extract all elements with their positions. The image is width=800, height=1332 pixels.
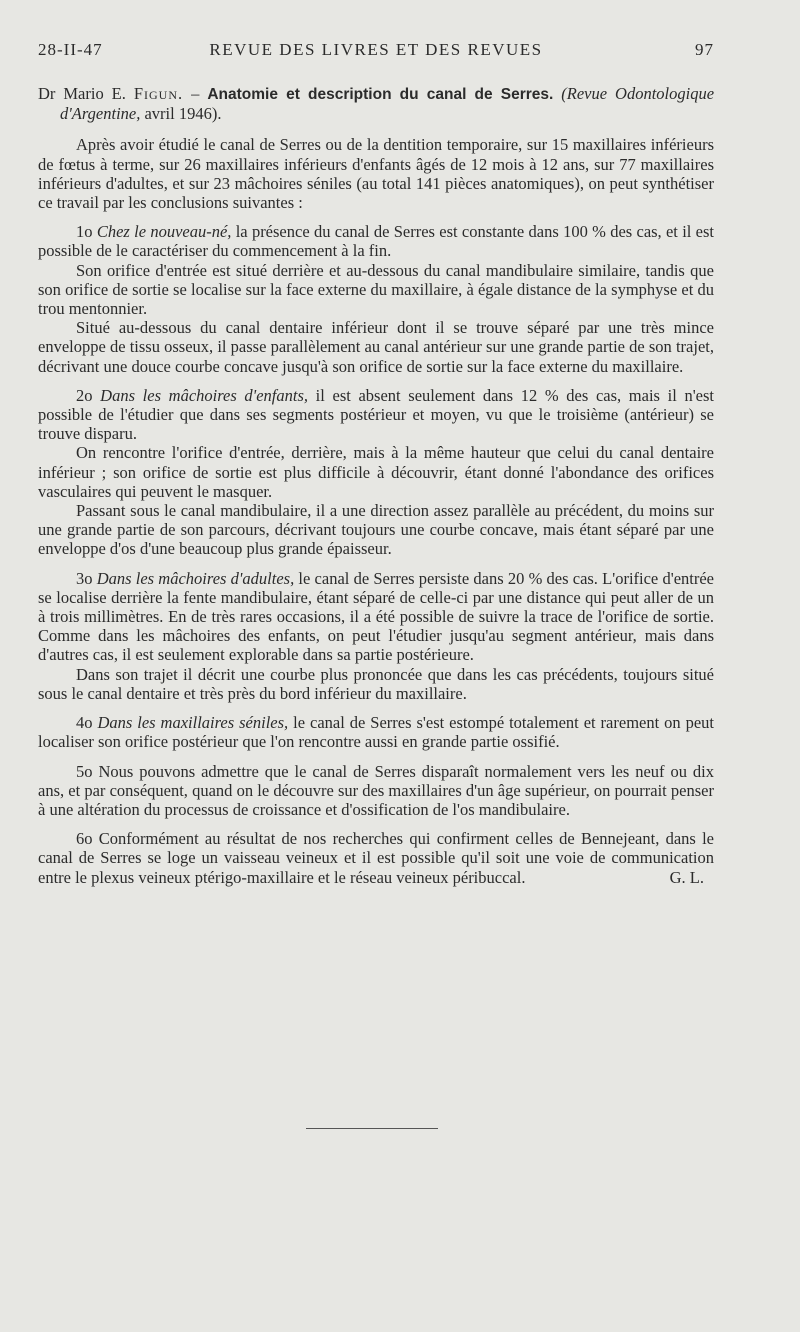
author-prefix: Dr (38, 84, 56, 103)
reviewer-initials: G. L. (669, 867, 704, 887)
conclusion-3 (38, 569, 714, 665)
conclusion-2-text: il est absent seulement dans 12 % des cas, mais il n'est possible de l'étudier que dans ses segments postérieur et moyen, vu que le troisième (antérieur) se trouve disparu. (38, 385, 715, 444)
citation-date: avril 1946). (140, 104, 222, 124)
conclusion-2-path: Passant sous le canal mandibulaire, il a une direction assez parallèle au précédent, du moins sur une grande partie de son parcours, décrivant toujours une courbe concave, mais étant séparé par une enveloppe d'os d'une beaucoup plus grande épaisseur. (38, 501, 714, 559)
conclusion-2 (38, 386, 714, 444)
conclusion-4-number: 4o (76, 713, 98, 733)
author-surname: Figun. (133, 84, 184, 103)
conclusion-1 (38, 222, 714, 260)
conclusion-2-lead: Dans les mâchoires d'enfants, (100, 385, 309, 405)
conclusion-1-orifice: Son orifice d'entrée est situé derrière et au-dessous du canal mandibulaire similaire, tandis que son orifice de sortie se localise sur la face externe du maxillaire, à égale distance de la symphyse et du trou mentonnier. (38, 260, 714, 319)
header-date: 28-II-47 (38, 40, 103, 59)
conclusion-5: 5o Nous pouvons admettre que le canal de Serres disparaît normalement vers les neuf ou dix ans, et par conséquent, quand on le découvre sur des maxillaires d'un âge supérieur, on pourrait penser à une altération du processus de croissance et d'ossification de l'os mandibulaire. (38, 761, 714, 819)
conclusion-2-number: 2o (76, 385, 101, 405)
page-number: 97 (695, 40, 714, 59)
header-journal-title: REVUE DES LIVRES ET DES REVUES (209, 40, 543, 59)
conclusion-4-text: le canal de Serres s'est estompé totalement et rarement on peut localiser son orifice postérieur que l'on rencontre aussi en grande partie ossifié. (38, 713, 715, 752)
article-title: Anatomie et description du canal de Serres. (207, 86, 554, 103)
conclusion-4-lead: Dans les maxillaires séniles, (97, 713, 289, 733)
intro-paragraph: Après avoir étudié le canal de Serres ou de la dentition temporaire, sur 15 maxillaires inférieurs de fœtus à terme, sur 26 maxillaires inférieurs d'enfants âgés de 12 mois à 12 ans, sur 77 maxillaires inférieurs d'adultes, et sur 23 mâchoires séniles (au total 141 pièces anatomiques), on peut synthétiser ce travail par les conclusions suivantes : (38, 135, 714, 213)
conclusion-3-path: Dans son trajet il décrit une courbe plus prononcée que dans les cas précédents, toujours situé sous le canal dentaire et très près du bord inférieur du maxillaire. (38, 664, 714, 703)
review-body (38, 84, 714, 887)
author-name: Mario E. (63, 84, 134, 103)
conclusion-1-text: la présence du canal de Serres est constante dans 100 % des cas, et il est possible de le caractériser du commencement à la fin. (38, 222, 715, 261)
section-divider (306, 1128, 438, 1129)
conclusion-3-text: le canal de Serres persiste dans 20 % des cas. L'orifice d'entrée se localise derrière la fente mandibulaire, étant séparé de celle-ci par une distance qui peut aller de un à trois millimètres. En de très rares occasions, il a été possible de suivre la trace de l'orifice de sortie. Comme dans les mâchoires des enfants, on peut l'étudier jusqu'au segment antérieur, mais dans d'autres cas, il est seulement explorable dans sa partie postérieure. (38, 568, 714, 665)
conclusion-1-number: 1o (76, 222, 97, 242)
conclusion-6 (38, 829, 714, 887)
citation-source: (Revue Odontologique d'Argentine, (60, 84, 715, 124)
conclusion-1-lead: Chez le nouveau-né, (96, 222, 232, 242)
review-citation (38, 84, 714, 123)
conclusion-3-number: 3o (76, 568, 97, 588)
conclusion-2-orifice: On rencontre l'orifice d'entrée, derrière, mais à la même hauteur que celui du canal dentaire inférieur ; son orifice de sortie est plus difficile à découvrir, étant donné l'abondance des orifices vasculaires qui peuvent le masquer. (38, 443, 714, 501)
conclusion-4 (38, 713, 714, 751)
conclusion-3-lead: Dans les mâchoires d'adultes, (96, 568, 295, 588)
conclusion-6-text: 6o Conformément au résultat de nos recherches qui confirment celles de Bennejeant, dans le canal de Serres se loge un vaisseau veineux et il est possible qu'il soit une voie de communication entre le plexus veineux ptérigo-maxillaire et le réseau veineux péribuccal. (38, 829, 714, 887)
conclusion-1-path: Situé au-dessous du canal dentaire inférieur dont il se trouve séparé par une très mince enveloppe de tissu osseux, il passe parallèlement au canal antérieur sur une grande partie de son trajet, décrivant une douce courbe concave jusqu'à son orifice de sortie sur la face externe du maxillaire. (38, 318, 714, 376)
citation-dash: – (183, 84, 208, 103)
